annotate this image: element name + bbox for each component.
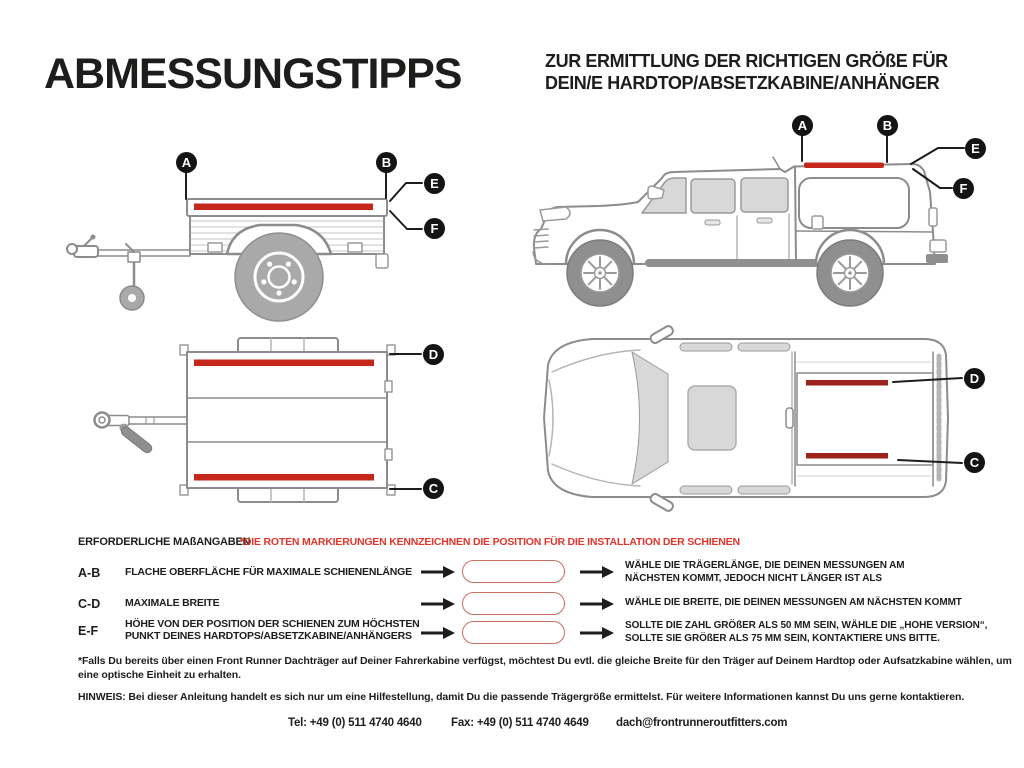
- callout-f-truck-side: F: [953, 178, 974, 199]
- measurement-instruction-ef: SOLLTE DIE ZAHL GRÖßER ALS 50 MM SEIN, WÄHLE DIE „HOHE VERSION“, SOLLTE SIE GRÖßER ALS 75 MM SEIN, KONTAKTIERE UNS BITTE.: [625, 620, 988, 644]
- measurement-label-ef: HÖHE VON DER POSITION DER SCHIENEN ZUM HÖCHSTEN PUNKT DEINES HARDTOPS/ABSETZKABINE/ANHÄNGERS: [125, 618, 420, 642]
- rail-stripe-trailer-top-2: [194, 474, 374, 481]
- callout-f-trailer-side: F: [424, 218, 445, 239]
- callout-b-truck-side: B: [877, 115, 898, 136]
- hinweis-note: HINWEIS: Bei dieser Anleitung handelt es sich nur um eine Hilfestellung, damit Du die passende Trägergröße ermittelst. Für weitere Informationen kannst Du uns gerne kontaktieren.: [78, 691, 965, 703]
- callout-a-truck-side: A: [792, 115, 813, 136]
- page-title: ABMESSUNGSTIPPS: [44, 50, 462, 98]
- measurement-row-ef: [0, 616, 1024, 650]
- measurement-id-cd: C-D: [78, 597, 101, 611]
- callout-e-trailer-side: E: [424, 173, 445, 194]
- rail-stripe-truck-top-1: [806, 380, 888, 386]
- trailer-top-view-drawing: [95, 338, 422, 502]
- trailer-side-view-drawing: [67, 173, 422, 321]
- fax-number: Fax: +49 (0) 511 4740 4649: [451, 717, 589, 729]
- measurement-id-ab: A-B: [78, 566, 101, 580]
- callout-d-trailer-top: D: [423, 344, 444, 365]
- rail-stripe-truck-top-2: [806, 453, 888, 459]
- rail-stripe-truck-side: [804, 163, 884, 169]
- rail-stripe-trailer-side: [194, 204, 373, 211]
- asterisk-footnote: *Falls Du bereits über einen Front Runner Dachträger auf Deiner Fahrerkabine verfügst, möchtest Du evtl. die gleiche Breite für den Träger auf Deinem Hardtop oder Aufsatzkabine wählen, um eine optische Einheit zu erhalten.: [78, 655, 1012, 681]
- measurement-value-box-cd[interactable]: [462, 592, 565, 615]
- callout-e-truck-side: E: [965, 138, 986, 159]
- subtitle-line-2: DEIN/E HARDTOP/ABSETZKABINE/ANHÄNGER: [545, 73, 940, 93]
- required-measurements-heading: ERFORDERLICHE MAßANGABEN: [78, 536, 251, 548]
- arrow-right-icon: [580, 565, 614, 583]
- email-address[interactable]: dach@frontrunneroutfitters.com: [616, 717, 788, 729]
- truck-side-view-drawing: [533, 136, 964, 306]
- arrow-right-icon: [421, 597, 455, 615]
- truck-top-view-drawing: [544, 325, 962, 513]
- callout-d-truck-top: D: [964, 368, 985, 389]
- measurement-id-ef: E-F: [78, 624, 99, 638]
- arrow-right-icon: [421, 626, 455, 644]
- measurement-label-ab: FLACHE OBERFLÄCHE FÜR MAXIMALE SCHIENENLÄNGE: [125, 566, 412, 578]
- callout-c-truck-top: C: [964, 452, 985, 473]
- red-markings-legend-note: *DIE ROTEN MARKIERUNGEN KENNZEICHNEN DIE POSITION FÜR DIE INSTALLATION DER SCHIENEN: [240, 536, 740, 548]
- callout-b-trailer-side: B: [376, 152, 397, 173]
- measurement-label-cd: MAXIMALE BREITE: [125, 597, 220, 609]
- measurement-instruction-cd: WÄHLE DIE BREITE, DIE DEINEN MESSUNGEN AM NÄCHSTEN KOMMT: [625, 597, 962, 608]
- arrow-right-icon: [421, 565, 455, 583]
- arrow-right-icon: [580, 597, 614, 615]
- measurement-instruction-ab: WÄHLE DIE TRÄGERLÄNGE, DIE DEINEN MESSUNGEN AM NÄCHSTEN KOMMT, JEDOCH NICHT LÄNGER IST ALS: [625, 560, 905, 584]
- arrow-right-icon: [580, 626, 614, 644]
- subtitle-line-1: ZUR ERMITTLUNG DER RICHTIGEN GRÖßE FÜR: [545, 51, 948, 71]
- callout-a-trailer-side: A: [176, 152, 197, 173]
- callout-c-trailer-top: C: [423, 478, 444, 499]
- callout-leader-lines-trailer-top: [390, 354, 421, 489]
- measurement-value-box-ef[interactable]: [462, 621, 565, 644]
- measurement-row-ab: [0, 558, 1024, 592]
- rail-stripe-trailer-top-1: [194, 360, 374, 367]
- measurement-value-box-ab[interactable]: [462, 560, 565, 583]
- phone-number: Tel: +49 (0) 511 4740 4640: [288, 717, 422, 729]
